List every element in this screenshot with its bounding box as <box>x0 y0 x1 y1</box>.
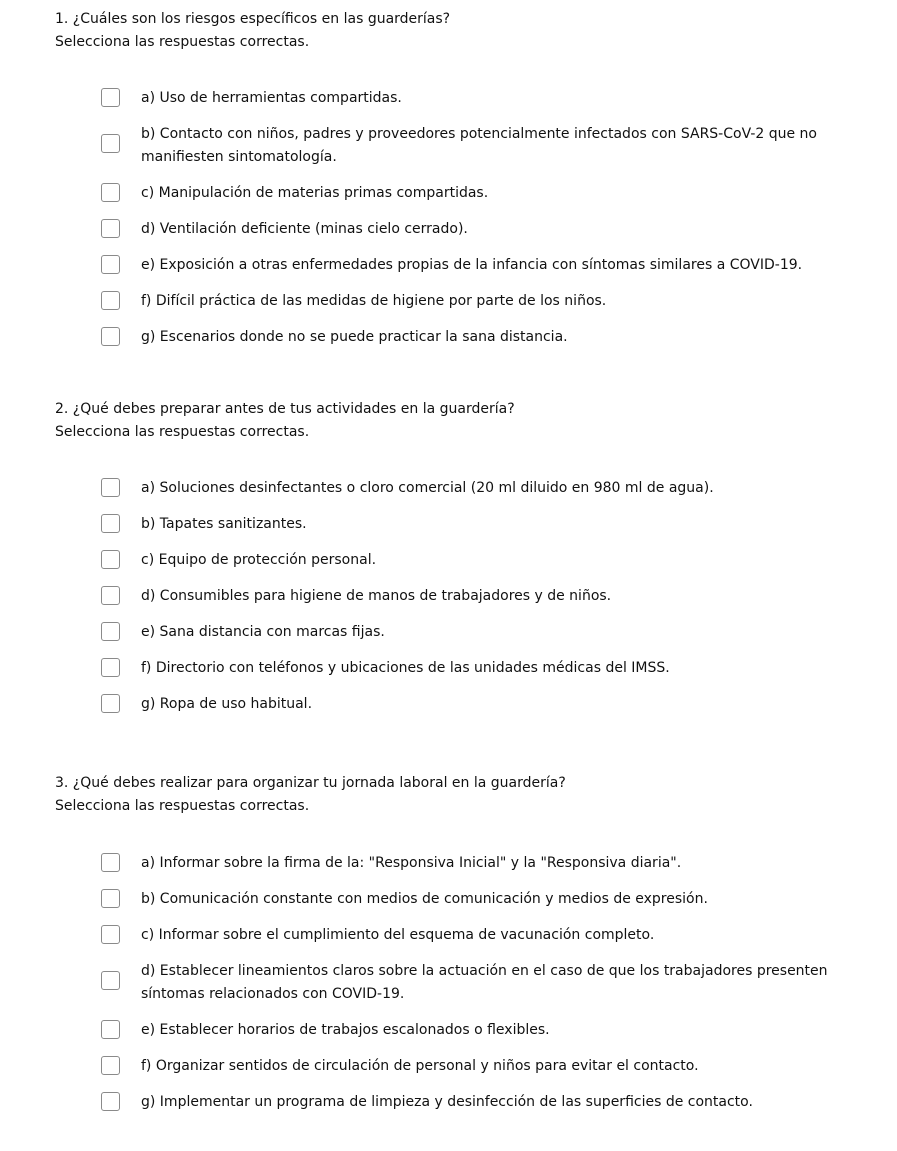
option-label: g) Ropa de uso habitual. <box>141 696 313 712</box>
q3-option-e[interactable] <box>101 1019 861 1042</box>
question-2-instruction: Selecciona las respuestas correctas. <box>55 424 310 440</box>
checkbox[interactable] <box>101 255 120 274</box>
question-1-title: 1. ¿Cuáles son los riesgos específicos en las guarderías? <box>55 11 451 27</box>
option-label: e) Sana distancia con marcas fijas. <box>141 624 385 640</box>
q1-option-a[interactable] <box>101 87 861 110</box>
option-label: f) Organizar sentidos de circulación de personal y niños para evitar el contacto. <box>141 1058 699 1074</box>
q3-option-b[interactable] <box>101 888 861 911</box>
option-label: a) Informar sobre la firma de la: "Responsiva Inicial" y la "Responsiva diaria". <box>141 855 682 871</box>
option-label: c) Informar sobre el cumplimiento del esquema de vacunación completo. <box>141 927 655 943</box>
checkbox[interactable] <box>101 622 120 641</box>
question-3-title: 3. ¿Qué debes realizar para organizar tu jornada laboral en la guardería? <box>55 775 566 791</box>
checkbox[interactable] <box>101 971 120 990</box>
question-2-title: 2. ¿Qué debes preparar antes de tus actividades en la guardería? <box>55 401 515 417</box>
checkbox[interactable] <box>101 1020 120 1039</box>
question-1-instruction: Selecciona las respuestas correctas. <box>55 34 310 50</box>
option-label: d) Ventilación deficiente (minas cielo cerrado). <box>141 221 468 237</box>
checkbox[interactable] <box>101 183 120 202</box>
checkbox[interactable] <box>101 1056 120 1075</box>
q1-option-g[interactable] <box>101 326 861 349</box>
option-label: g) Escenarios donde no se puede practicar la sana distancia. <box>141 329 568 345</box>
checkbox[interactable] <box>101 88 120 107</box>
question-3-instruction: Selecciona las respuestas correctas. <box>55 798 310 814</box>
q1-option-d[interactable] <box>101 218 861 241</box>
option-label: e) Establecer horarios de trabajos escalonados o flexibles. <box>141 1022 550 1038</box>
q2-option-a[interactable] <box>101 477 861 500</box>
q1-option-e[interactable] <box>101 254 861 277</box>
checkbox[interactable] <box>101 694 120 713</box>
checkbox[interactable] <box>101 134 120 153</box>
checkbox[interactable] <box>101 291 120 310</box>
q2-option-d[interactable] <box>101 585 861 608</box>
option-label: d) Consumibles para higiene de manos de trabajadores y de niños. <box>141 588 612 604</box>
question-2-options <box>101 477 861 729</box>
option-label: a) Uso de herramientas compartidas. <box>141 90 402 106</box>
option-label: d) Establecer lineamientos claros sobre la actuación en el caso de que los trabajadores presenten síntomas relacionados con COVID-19. <box>141 963 828 1002</box>
question-2 <box>55 398 875 444</box>
checkbox[interactable] <box>101 478 120 497</box>
q3-option-c[interactable] <box>101 924 861 947</box>
question-1 <box>55 8 875 54</box>
q2-option-g[interactable] <box>101 693 861 716</box>
q1-option-f[interactable] <box>101 290 861 313</box>
q3-option-a[interactable] <box>101 852 861 875</box>
option-label: f) Directorio con teléfonos y ubicaciones de las unidades médicas del IMSS. <box>141 660 670 676</box>
option-label: c) Equipo de protección personal. <box>141 552 377 568</box>
option-label: e) Exposición a otras enfermedades propias de la infancia con síntomas similares a COVID-19. <box>141 257 803 273</box>
checkbox[interactable] <box>101 853 120 872</box>
question-3 <box>55 772 875 818</box>
option-label: f) Difícil práctica de las medidas de higiene por parte de los niños. <box>141 293 607 309</box>
q3-option-f[interactable] <box>101 1055 861 1078</box>
option-label: b) Comunicación constante con medios de comunicación y medios de expresión. <box>141 891 708 907</box>
question-1-options <box>101 87 861 362</box>
option-label: c) Manipulación de materias primas compartidas. <box>141 185 489 201</box>
q3-option-d[interactable] <box>101 960 861 1006</box>
option-label: b) Contacto con niños, padres y proveedores potencialmente infectados con SARS-CoV-2 que no manifiesten sintomatología. <box>141 126 817 165</box>
checkbox[interactable] <box>101 327 120 346</box>
option-label: b) Tapates sanitizantes. <box>141 516 307 532</box>
q2-option-b[interactable] <box>101 513 861 536</box>
option-label: a) Soluciones desinfectantes o cloro comercial (20 ml diluido en 980 ml de agua). <box>141 480 714 496</box>
q1-option-b[interactable] <box>101 123 861 169</box>
checkbox[interactable] <box>101 925 120 944</box>
question-3-options <box>101 852 861 1127</box>
checkbox[interactable] <box>101 1092 120 1111</box>
q3-option-g[interactable] <box>101 1091 861 1114</box>
checkbox[interactable] <box>101 889 120 908</box>
checkbox[interactable] <box>101 658 120 677</box>
q2-option-f[interactable] <box>101 657 861 680</box>
q2-option-e[interactable] <box>101 621 861 644</box>
checkbox[interactable] <box>101 586 120 605</box>
option-label: g) Implementar un programa de limpieza y desinfección de las superficies de contacto. <box>141 1094 753 1110</box>
checkbox[interactable] <box>101 219 120 238</box>
checkbox[interactable] <box>101 514 120 533</box>
q2-option-c[interactable] <box>101 549 861 572</box>
checkbox[interactable] <box>101 550 120 569</box>
q1-option-c[interactable] <box>101 182 861 205</box>
